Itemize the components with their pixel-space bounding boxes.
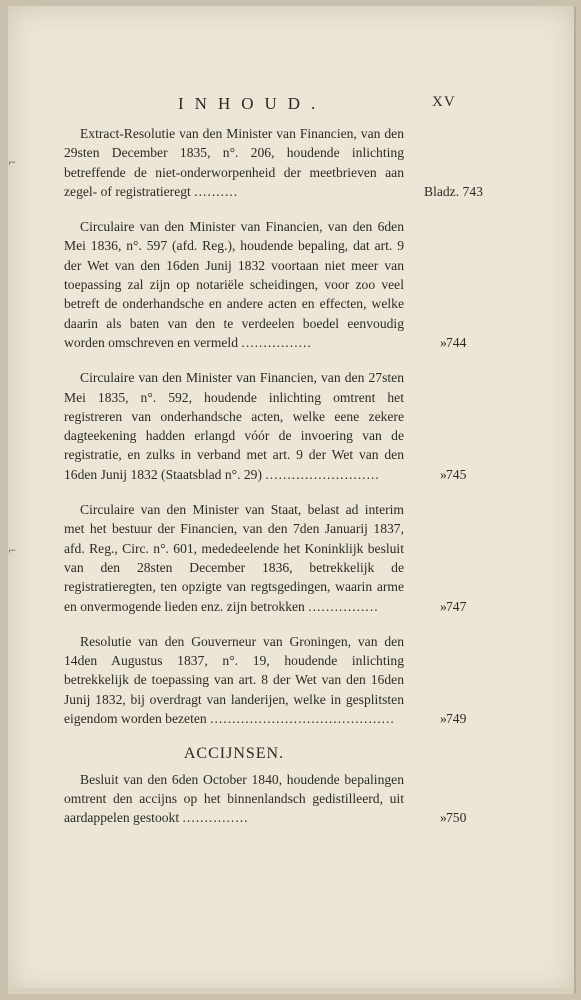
- ref-prefix: »: [440, 810, 447, 826]
- toc-entry: [64, 124, 483, 201]
- page-number: XV: [432, 94, 456, 110]
- page-reference: [408, 465, 466, 484]
- margin-mark: ⌐: [8, 546, 17, 557]
- page-reference: [408, 333, 466, 352]
- section-heading: ACCIJNSEN.: [183, 745, 285, 763]
- ref-page: 745: [446, 466, 467, 482]
- entry-text: Circulaire van den Minister van Financien, van den 6den Mei 1836, n°. 597 (afd. Reg.), houdende bepaling, dat art. 9 der Wet van den 16den Junij 1832 voortaan niet meer van toepassing zal zijn op notariële scheidingen, voor zoo veel betreft de onderhandsche en andere acten en effecten, welke daarin als baten van den te verdeelen boedel eenvoudig worden omschreven en vermeld: [64, 219, 404, 350]
- entry-text: Circulaire van den Minister van Financien, van den 27sten Mei 1835, n°. 592, houdende inlichting omtrent het registreren van onderhandsche acten, welke eene zekere dagteekening hadden erlangd vóór de invoering van de registratie, en zulks in verband met art. 9 der Wet van den 16den Junij 1832 (Staatsblad n°. 29): [64, 370, 404, 482]
- ref-page: 743: [462, 183, 483, 199]
- toc-entry: [64, 632, 467, 728]
- ref-prefix: Bladz.: [424, 183, 460, 199]
- page-reference: [408, 709, 466, 728]
- ref-prefix: »: [440, 711, 447, 727]
- page-reference: [408, 182, 483, 201]
- ref-prefix: »: [440, 334, 447, 350]
- page-reference: [408, 808, 466, 827]
- page-edge: [8, 988, 574, 994]
- table-of-contents: [64, 124, 483, 844]
- book-page: [8, 6, 576, 994]
- toc-entry: [64, 770, 467, 828]
- toc-entry: [64, 217, 467, 352]
- dot-leader: ..........................: [265, 466, 380, 482]
- ref-page: 750: [446, 810, 467, 826]
- page-reference: [408, 597, 466, 616]
- running-title: INHOUD.: [178, 94, 327, 113]
- entry-text: Besluit van den 6den October 1840, houdende bepalingen omtrent den accijns op het binnenlandsch gedistilleerd, uit aardappelen gestookt: [64, 771, 404, 826]
- entry-text: Circulaire van den Minister van Staat, belast ad interim met het bestuur der Financien, van den 7den Januarij 1837, afd. Reg., Circ. n°. 601, mededeelende het Koninklijk besluit van den 28sten December 1836, betrekkelijk de registratieregten, ten opzigte van regtsgedingen, waarin arme en onvermogende lieden enz. zijn betrokken: [64, 502, 404, 614]
- ref-page: 747: [446, 598, 467, 614]
- dot-leader: ...............: [182, 810, 249, 826]
- entry-text: Resolutie van den Gouverneur van Groningen, van den 14den Augustus 1837, n°. 19, houdende inlichting betrekkelijk de toepassing van art. 8 der Wet van den 16den Junij 1832, bij overdragt van landerijen, welke in gesplitsten eigendom worden bezeten: [64, 633, 404, 727]
- margin-mark: ⌐: [8, 158, 17, 169]
- toc-entry: [64, 500, 467, 616]
- entry-text: Extract-Resolutie van den Minister van Financien, van den 29sten December 1835, n°. 206, houdende inlichting betreffende de niet-onderworpenheid der meetbrieven aan zegel- of registratieregt: [64, 126, 404, 199]
- dot-leader: ..........: [194, 183, 239, 199]
- ref-page: 749: [446, 711, 467, 727]
- ref-prefix: »: [440, 598, 447, 614]
- dot-leader: ................: [241, 334, 312, 350]
- ref-prefix: »: [440, 466, 447, 482]
- toc-entry: [64, 368, 467, 484]
- dot-leader: ..........................................: [210, 711, 395, 727]
- dot-leader: ................: [308, 598, 379, 614]
- ref-page: 744: [446, 334, 467, 350]
